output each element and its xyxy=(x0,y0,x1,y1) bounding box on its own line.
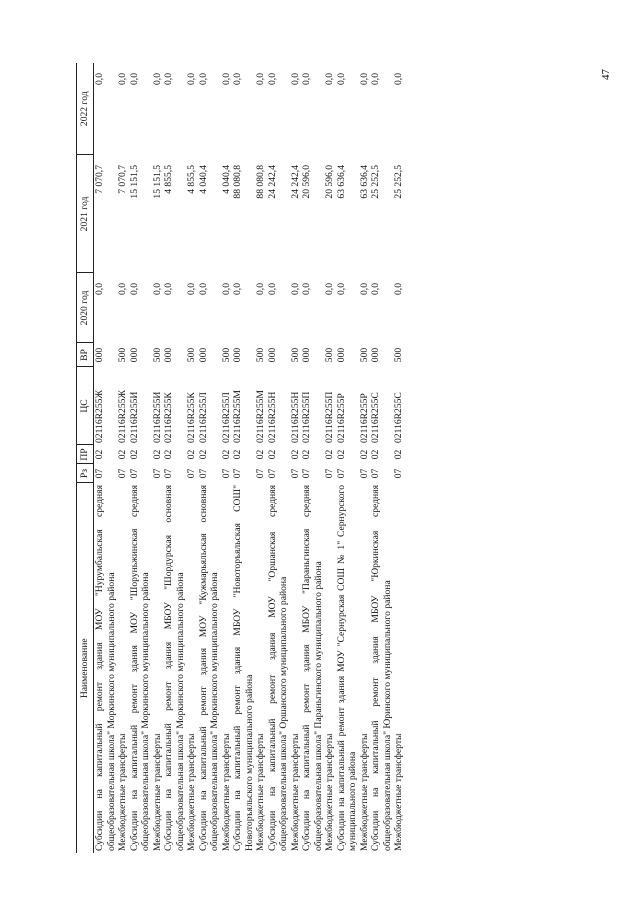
cell-2020: 0,0 xyxy=(163,283,174,295)
cell-2022: 0,0 xyxy=(393,73,404,85)
cell-rz: 07 xyxy=(266,468,278,479)
cell-2020: 0,0 xyxy=(335,283,347,295)
cell-2021: 4 855,5 xyxy=(163,165,174,194)
cell-name: Субсидии на капитальный ремонт здания МОУ "Нурумбальская средняя общеобразовательная школа" Моркинского муниципального района xyxy=(94,485,117,851)
cell-rz: 07 xyxy=(370,468,381,479)
table-row xyxy=(336,63,359,853)
table-header-row xyxy=(77,63,94,853)
cell-name: Субсидии на капитальный ремонт здания МОУ "Кужмарьяльская основная общеобразовательная школа" Моркинского муниципального района xyxy=(197,485,220,851)
cell-rz: 07 xyxy=(220,468,232,479)
cell-2021: 15 151,5 xyxy=(151,165,163,199)
cell-2021: 25 252,5 xyxy=(370,165,381,199)
cell-name: Межбюджетные трансферты xyxy=(117,733,128,851)
cell-2020: 0,0 xyxy=(266,283,278,295)
cell-2022: 0,0 xyxy=(117,73,128,85)
cell-pr: 02 xyxy=(266,449,278,460)
cell-2022: 0,0 xyxy=(163,73,174,85)
cell-name: Межбюджетные трансферты xyxy=(255,733,266,851)
cell-2020: 0,0 xyxy=(370,283,381,295)
cell-name: Субсидии на капитальный ремонт здания МОУ "Сернурская СОШ № 1" Сернурского муниципального района xyxy=(335,485,358,851)
cell-cs: 02116R255Ж xyxy=(117,389,128,443)
cell-2022: 0,0 xyxy=(324,73,335,85)
cell-cs: 02116R255Р xyxy=(335,393,347,443)
cell-2022: 0,0 xyxy=(151,73,163,85)
header-name: Наименование xyxy=(77,483,94,853)
cell-cs: 02116R255Р xyxy=(358,393,370,443)
budget-table xyxy=(76,63,405,853)
cell-2020: 0,0 xyxy=(289,283,301,295)
cell-rz: 07 xyxy=(163,468,174,479)
cell-vr: 000 xyxy=(301,347,312,363)
page-number: 47 xyxy=(600,69,612,80)
cell-2022: 0,0 xyxy=(370,73,381,85)
cell-2022: 0,0 xyxy=(197,73,209,85)
cell-vr: 000 xyxy=(370,347,381,363)
cell-vr: 000 xyxy=(197,347,209,363)
table-row xyxy=(163,63,186,853)
cell-2021: 88 080,8 xyxy=(255,165,266,199)
cell-2022: 0,0 xyxy=(128,73,140,85)
table-row xyxy=(301,63,324,853)
cell-2021: 63 636,4 xyxy=(358,165,370,199)
cell-vr: 500 xyxy=(393,347,404,363)
cell-cs: 02116R255И xyxy=(128,391,140,443)
cell-vr: 000 xyxy=(232,347,243,363)
cell-2022: 0,0 xyxy=(335,73,347,85)
cell-rz: 07 xyxy=(117,468,128,479)
cell-2022: 0,0 xyxy=(220,73,232,85)
cell-pr: 02 xyxy=(255,449,266,460)
cell-2022: 0,0 xyxy=(289,73,301,85)
cell-2020: 0,0 xyxy=(232,283,243,295)
table-row xyxy=(221,63,233,853)
cell-2020: 0,0 xyxy=(117,283,128,295)
cell-rz: 07 xyxy=(358,468,370,479)
cell-name: Межбюджетные трансферты xyxy=(151,733,163,851)
cell-rz: 07 xyxy=(232,468,243,479)
cell-cs: 02116R255С xyxy=(370,392,381,443)
cell-2021: 7 070,7 xyxy=(94,165,105,194)
cell-rz: 07 xyxy=(197,468,209,479)
cell-name: Межбюджетные трансферты xyxy=(393,733,404,851)
cell-rz: 07 xyxy=(393,468,404,479)
table-body xyxy=(94,63,405,853)
header-cs: ЦС xyxy=(77,367,94,445)
cell-2021: 20 596,0 xyxy=(301,165,312,199)
table-row xyxy=(152,63,164,853)
cell-2021: 24 242,4 xyxy=(289,165,301,199)
table-row xyxy=(129,63,152,853)
table-row xyxy=(186,63,198,853)
cell-cs: 02116R255К xyxy=(186,392,197,443)
table-row xyxy=(198,63,221,853)
header-vr: ВР xyxy=(77,343,94,367)
cell-2022: 0,0 xyxy=(94,73,105,85)
cell-pr: 02 xyxy=(301,449,312,460)
cell-name: Межбюджетные трансферты xyxy=(358,733,370,851)
cell-2021: 4 040,4 xyxy=(197,165,209,194)
cell-name: Субсидии на капитальный ремонт здания МОУ "Оршанская средняя общеобразовательная школа" Оршанского муниципального района xyxy=(266,485,289,851)
cell-2021: 88 080,8 xyxy=(232,165,243,199)
cell-pr: 02 xyxy=(358,449,370,460)
cell-cs: 02116R255П xyxy=(324,391,335,443)
cell-pr: 02 xyxy=(186,449,197,460)
cell-rz: 07 xyxy=(151,468,163,479)
cell-rz: 07 xyxy=(255,468,266,479)
cell-vr: 500 xyxy=(151,347,163,363)
cell-vr: 500 xyxy=(255,347,266,363)
cell-cs: 02116R255И xyxy=(151,391,163,443)
table-row xyxy=(94,63,118,853)
cell-rz: 07 xyxy=(289,468,301,479)
cell-rz: 07 xyxy=(128,468,140,479)
cell-pr: 02 xyxy=(197,449,209,460)
cell-2021: 25 252,5 xyxy=(393,165,404,199)
cell-2020: 0,0 xyxy=(94,283,105,295)
cell-2020: 0,0 xyxy=(197,283,209,295)
cell-vr: 500 xyxy=(289,347,301,363)
cell-name: Межбюджетные трансферты xyxy=(220,733,232,851)
cell-pr: 02 xyxy=(94,449,105,460)
cell-vr: 000 xyxy=(266,347,278,363)
cell-2021: 63 636,4 xyxy=(335,165,347,199)
cell-2020: 0,0 xyxy=(324,283,335,295)
cell-name: Субсидии на капитальный ремонт здания МБОУ "Шордурская основная общеобразовательная школа" Моркинского муниципального района xyxy=(163,485,186,851)
cell-2020: 0,0 xyxy=(186,283,197,295)
cell-2020: 0,0 xyxy=(128,283,140,295)
cell-vr: 000 xyxy=(128,347,140,363)
cell-cs: 02116R255Л xyxy=(197,392,209,443)
cell-vr: 000 xyxy=(163,347,174,363)
cell-2022: 0,0 xyxy=(358,73,370,85)
cell-pr: 02 xyxy=(117,449,128,460)
cell-2022: 0,0 xyxy=(266,73,278,85)
cell-vr: 000 xyxy=(335,347,347,363)
header-pr: ПР xyxy=(77,445,94,464)
cell-cs: 02116R255Л xyxy=(220,392,232,443)
cell-rz: 07 xyxy=(335,468,347,479)
cell-2022: 0,0 xyxy=(186,73,197,85)
cell-name: Межбюджетные трансферты xyxy=(289,733,301,851)
header-rz: Рз xyxy=(77,464,94,483)
cell-vr: 500 xyxy=(117,347,128,363)
cell-cs: 02116R255К xyxy=(163,392,174,443)
cell-cs: 02116R255Н xyxy=(266,391,278,443)
cell-vr: 500 xyxy=(186,347,197,363)
cell-name: Межбюджетные трансферты xyxy=(186,733,197,851)
rotated-table-region xyxy=(76,63,606,853)
cell-2020: 0,0 xyxy=(393,283,404,295)
cell-pr: 02 xyxy=(232,449,243,460)
cell-pr: 02 xyxy=(335,449,347,460)
cell-cs: 02116R255П xyxy=(301,391,312,443)
cell-pr: 02 xyxy=(163,449,174,460)
cell-cs: 02116R255М xyxy=(232,390,243,443)
cell-name: Субсидии на капитальный ремонт здания МБОУ "Новоторъяльская СОШ" Новоторъяльского муниципального района xyxy=(232,485,255,851)
cell-2021: 4 855,5 xyxy=(186,165,197,194)
cell-2021: 7 070,7 xyxy=(117,165,128,194)
cell-2021: 15 151,5 xyxy=(128,165,140,199)
table-row xyxy=(370,63,393,853)
cell-cs: 02116R255М xyxy=(255,390,266,443)
cell-2021: 4 040,4 xyxy=(220,165,232,194)
table-row xyxy=(267,63,290,853)
cell-2020: 0,0 xyxy=(151,283,163,295)
cell-name: Межбюджетные трансферты xyxy=(324,733,335,851)
cell-2021: 24 242,4 xyxy=(266,165,278,199)
table-row xyxy=(232,63,255,853)
cell-2020: 0,0 xyxy=(220,283,232,295)
cell-rz: 07 xyxy=(94,468,105,479)
table-row xyxy=(290,63,302,853)
table-row xyxy=(117,63,129,853)
table-row xyxy=(255,63,267,853)
cell-2022: 0,0 xyxy=(255,73,266,85)
cell-rz: 07 xyxy=(301,468,312,479)
cell-2020: 0,0 xyxy=(301,283,312,295)
cell-vr: 500 xyxy=(220,347,232,363)
cell-vr: 500 xyxy=(358,347,370,363)
cell-2020: 0,0 xyxy=(255,283,266,295)
table-row xyxy=(324,63,336,853)
table-row xyxy=(359,63,371,853)
cell-pr: 02 xyxy=(220,449,232,460)
cell-2020: 0,0 xyxy=(358,283,370,295)
cell-cs: 02116R255Ж xyxy=(94,389,105,443)
cell-vr: 500 xyxy=(324,347,335,363)
table-row xyxy=(393,63,405,853)
cell-cs: 02116R255С xyxy=(393,392,404,443)
cell-cs: 02116R255Н xyxy=(289,391,301,443)
cell-pr: 02 xyxy=(370,449,381,460)
cell-name: Субсидии на капитальный ремонт здания МБОУ "Параньгинская средняя общеобразовательная школа" Параньгинского муниципального района xyxy=(301,485,324,851)
cell-pr: 02 xyxy=(128,449,140,460)
header-2021: 2021 год xyxy=(77,155,94,273)
cell-2021: 20 596,0 xyxy=(324,165,335,199)
cell-name: Субсидии на капитальный ремонт здания МБОУ "Юркинская средняя общеобразовательная школа" Юринского муниципального района xyxy=(370,485,393,851)
cell-pr: 02 xyxy=(324,449,335,460)
cell-pr: 02 xyxy=(151,449,163,460)
cell-vr: 000 xyxy=(94,347,105,363)
cell-2022: 0,0 xyxy=(301,73,312,85)
cell-pr: 02 xyxy=(393,449,404,460)
header-2020: 2020 год xyxy=(77,273,94,343)
cell-rz: 07 xyxy=(186,468,197,479)
cell-2022: 0,0 xyxy=(232,73,243,85)
cell-name: Субсидии на капитальный ремонт здания МОУ "Шоруньжинская средняя общеобразовательная школа" Моркинского муниципального района xyxy=(128,485,151,851)
cell-rz: 07 xyxy=(324,468,335,479)
cell-pr: 02 xyxy=(289,449,301,460)
header-2022: 2022 год xyxy=(77,63,94,155)
